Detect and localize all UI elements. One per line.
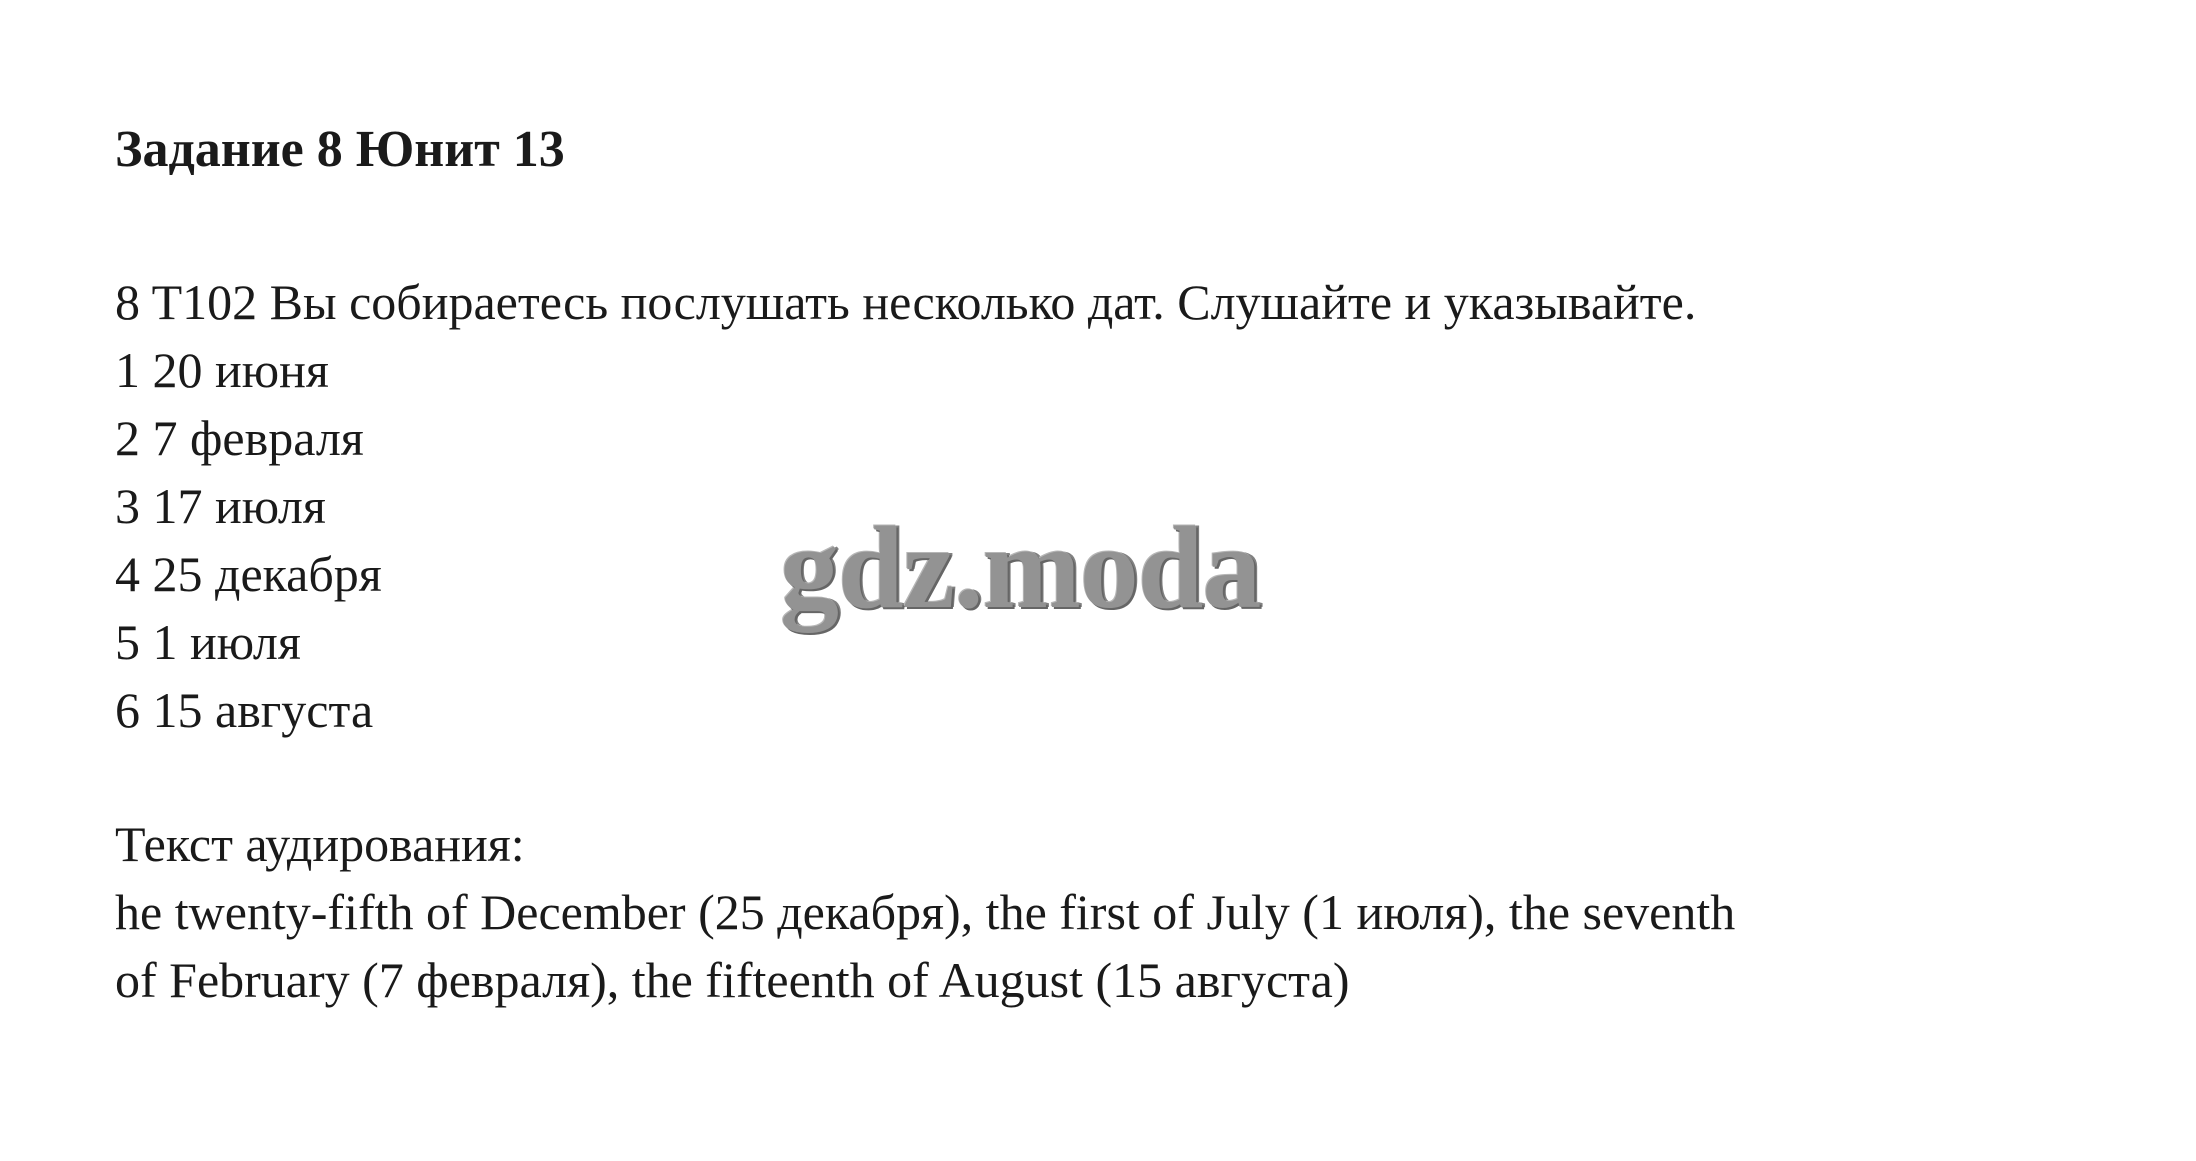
- page-title: Задание 8 Юнит 13: [115, 121, 565, 178]
- transcript-block: [115, 810, 1735, 1014]
- transcript-line: he twenty-fifth of December (25 декабря), the first of July (1 июля), the seventh: [115, 884, 1736, 940]
- list-item: 6 15 августа: [115, 682, 374, 738]
- watermark-logo: gdz.moda: [780, 502, 1261, 633]
- transcript-line: of February (7 февраля), the fifteenth of August (15 августа): [115, 952, 1350, 1008]
- list-item: 1 20 июня: [115, 342, 329, 398]
- list-item: 3 17 июля: [115, 478, 326, 534]
- transcript-heading: Текст аудирования:: [115, 816, 525, 872]
- list-item: 4 25 декабря: [115, 546, 382, 602]
- list-item: 2 7 февраля: [115, 410, 364, 466]
- list-item: 5 1 июля: [115, 614, 301, 670]
- task-instruction: 8 T102 Вы собираетесь послушать несколько дат. Слушайте и указывайте.: [115, 274, 1697, 330]
